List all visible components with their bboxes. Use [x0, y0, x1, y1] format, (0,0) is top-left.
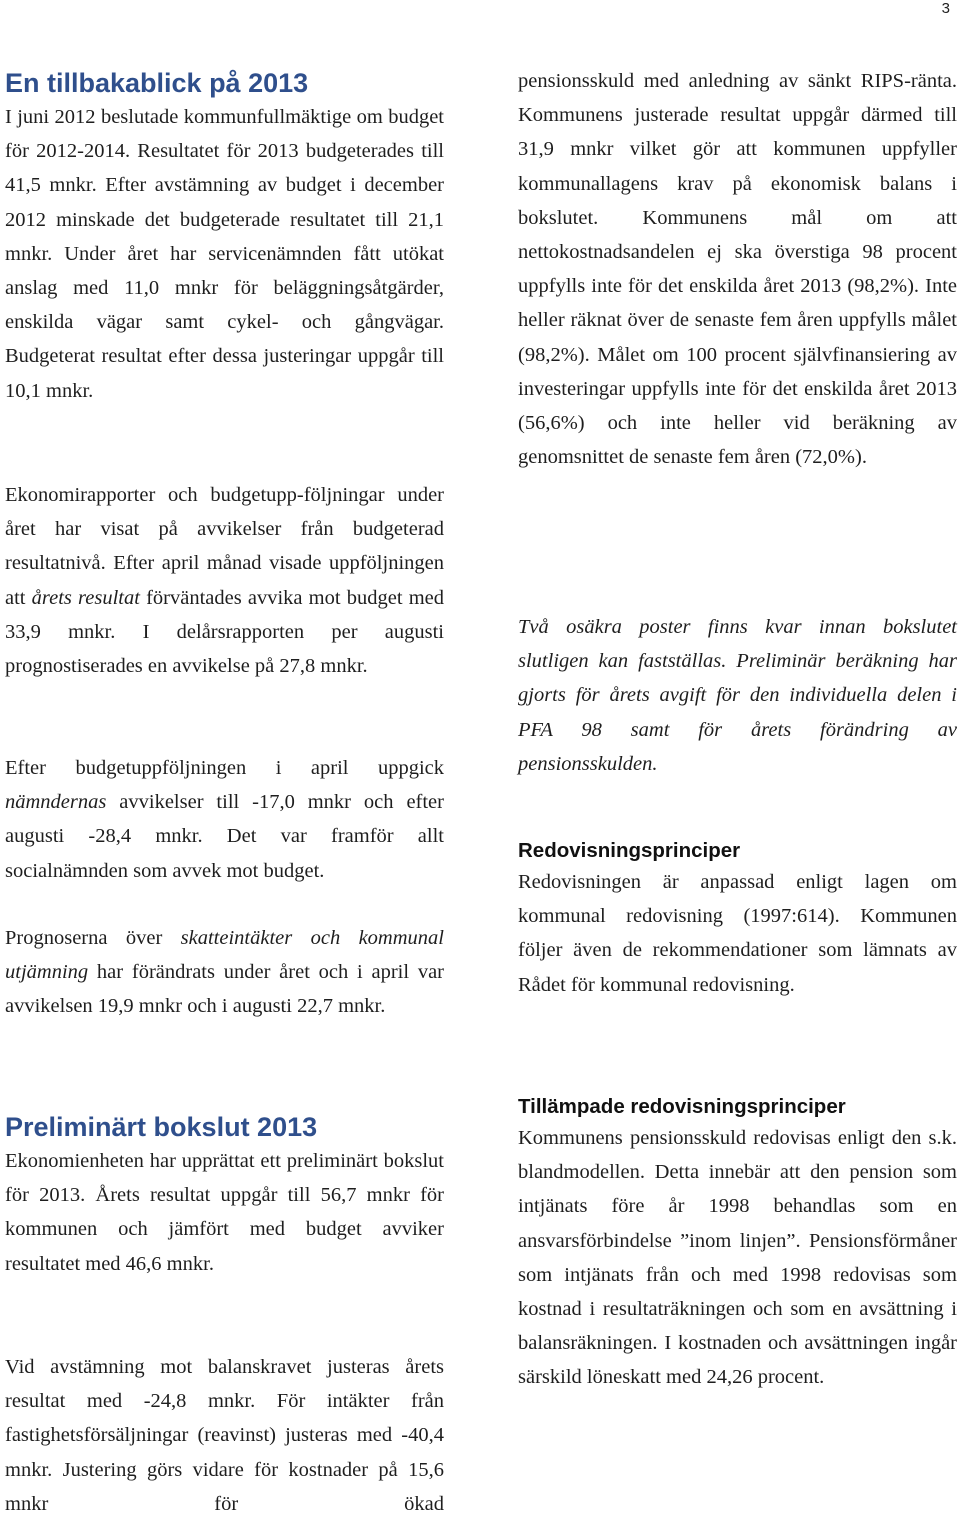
- paragraph-principles: Redovisningen är anpassad enligt lagen om kommunal redovisning (1997:614). Kommunen följer även de rekommendationer som lämnats av Rådet för kommunal redovisning.: [518, 871, 957, 996]
- section-accounting-principles: [518, 837, 957, 1002]
- paragraph-tax: [5, 921, 444, 1024]
- section-heading-applied: Tillämpade redovisningsprinciper: [518, 1095, 846, 1118]
- text-part: Prognoserna över: [5, 927, 181, 949]
- text-part: Ekonomirapporter och budgetupp-följningar under året har visat på avvikelser från budgeterad resultatnivå. Efter april månad visade uppföljningen att: [5, 484, 444, 609]
- paragraph-committees: [5, 751, 444, 888]
- paragraph-reports: [5, 478, 444, 683]
- paragraph-tax-block: [5, 921, 444, 1024]
- text-part: har förändrats under året och i april var avvikelsen 19,9 mnkr och i augusti 22,7 mnkr.: [5, 961, 444, 1018]
- section-heading-retrospective: En tillbakablick på 2013: [5, 68, 309, 98]
- emphasis-text: årets resultat: [31, 586, 140, 609]
- paragraph-committees-block: [5, 751, 444, 888]
- paragraph-balance: Vid avstämning mot balanskravet justeras årets resultat med -24,8 mnkr. För intäkter från fastighetsförsäljningar (reavinst) justeras med -40,4 mnkr. Justering görs vidare för kostnader på 15,6 mnkr för ökad: [5, 1356, 444, 1515]
- text-part: förväntades avvika mot budget med 33,9 mnkr. I delårsrapporten per augusti prognostiserades en avvikelse på 27,8 mnkr.: [5, 586, 444, 678]
- emphasis-text: nämndernas: [5, 791, 107, 814]
- emphasis-text: skatteintäkter och kommunal utjämning: [5, 927, 444, 984]
- paragraph-reports-block: [5, 478, 444, 683]
- section-preliminary: [5, 1110, 444, 1281]
- emphasis-text: Två osäkra poster finns kvar innan bokslutet slutligen kan fastställas. Preliminär beräkning har gjorts för årets avgift för den individuella delen i PFA 98 samt för årets förändring av pensionsskulden.: [518, 616, 957, 775]
- text-part: Efter budgetuppföljningen i april uppgick: [5, 757, 444, 779]
- paragraph-continuation: pensionsskuld med anledning av sänkt RIPS-ränta. Kommunens justerade resultat uppgår därmed till 31,9 mnkr vilket gör att kommunen uppfyller kommunallagens krav på ekonomisk balans i bokslutet. Kommunens mål om att nettokostnadsandelen ej ska överstiga 98 procent uppfylls inte för det enskilda året 2013 (98,2%). Inte heller räknat över de senaste fem åren uppfylls målet (98,2%). Målet om 100 procent självfinansiering av investeringar uppfylls inte för det enskilda året 2013 (56,6%) och inte heller vid beräkning av genomsnittet de senaste fem åren (72,0%).: [518, 70, 957, 469]
- paragraph-uncertain-block: [518, 610, 957, 781]
- paragraph-balance-block: [5, 1350, 444, 1521]
- paragraph-preliminary-result: Ekonomienheten har upprättat ett preliminärt bokslut för 2013. Årets resultat uppgår till 56,7 mnkr för kommunen och jämfört med budget avviker resultatet med 46,6 mnkr.: [5, 1150, 444, 1275]
- section-heading-preliminary: Preliminärt bokslut 2013: [5, 1112, 318, 1142]
- paragraph-budget: I juni 2012 beslutade kommunfullmäktige om budget för 2012-2014. Resultatet för 2013 budgeterades till 41,5 mnkr. Efter avstämning av budget i december 2012 minskade det budgeterade resultatet till 21,1 mnkr. Under året har servicenämnden fått utökat anslag med 11,0 mnkr för beläggningsåtgärder, enskilda vägar samt cykel- och gångvägar. Budgeterat resultat efter dessa justeringar uppgår till 10,1 mnkr.: [5, 106, 444, 402]
- section-applied-principles: [518, 1093, 957, 1395]
- page-number: 3: [941, 0, 950, 17]
- section-heading-principles: Redovisningsprinciper: [518, 839, 741, 862]
- paragraph-continuation-block: [518, 64, 957, 474]
- text-part: avvikelser till -17,0 mnkr och efter augusti -28,4 mnkr. Det var framför allt socialnämnden som avvek mot budget.: [5, 791, 444, 882]
- paragraph-applied: Kommunens pensionsskuld redovisas enligt den s.k. blandmodellen. Detta innebär att den pension som intjänats före år 1998 behandlas som en ansvarsförbindelse ”inom linjen”. Pensionsförmåner som intjänats från och med 1998 redovisas som kostnad i resultaträkningen och som en avsättning i balansräkningen. I kostnaden och avsättningen ingår särskild löneskatt med 24,26 procent.: [518, 1127, 957, 1389]
- paragraph-uncertain: [518, 610, 957, 781]
- section-retrospective: [5, 66, 444, 408]
